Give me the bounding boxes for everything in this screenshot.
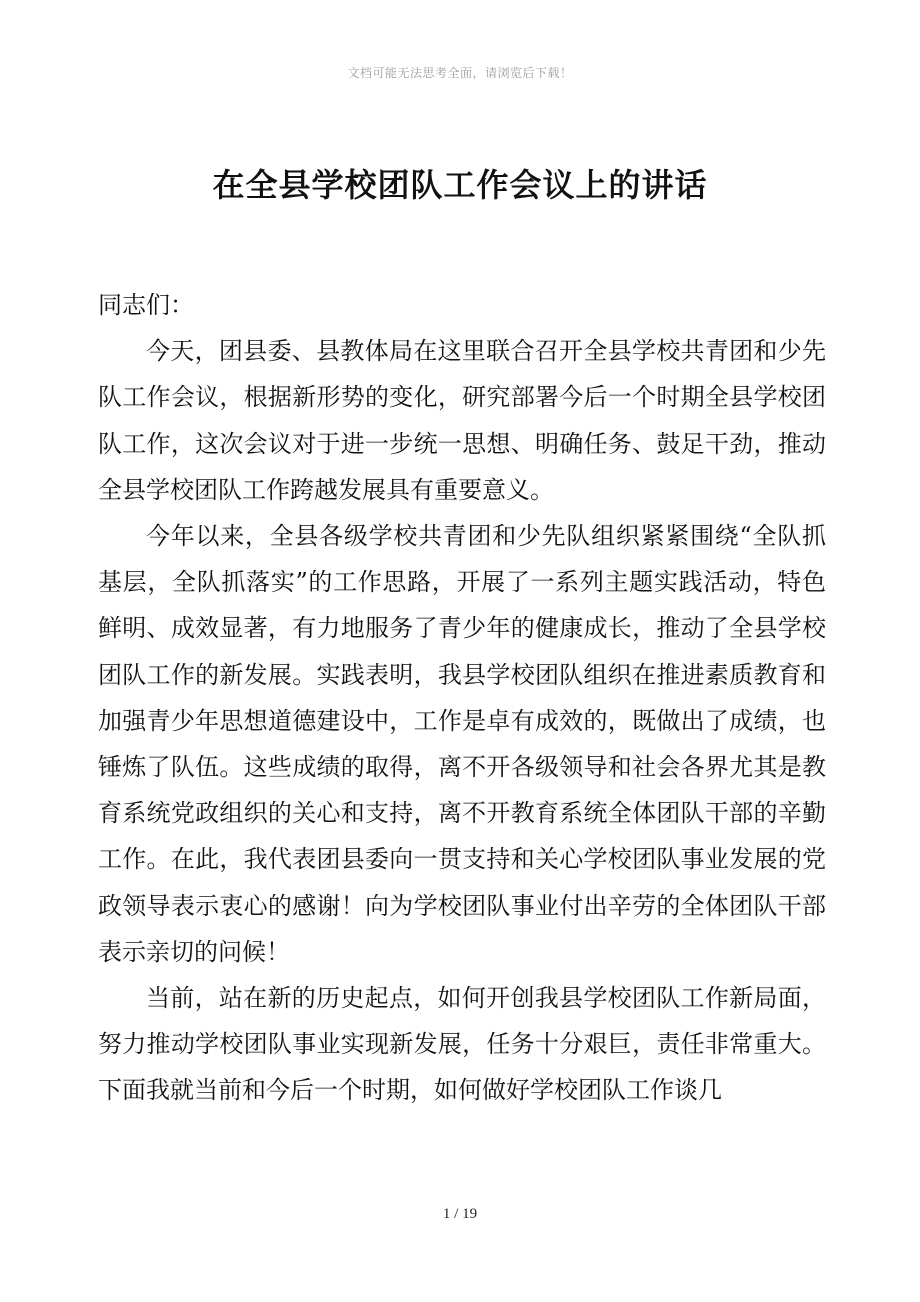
- paragraph: 当前，站在新的历史起点，如何开创我县学校团队工作新局面，努力推动学校团队事业实现新发展，任务十分艰巨，责任非常重大。下面我就当前和今后一个时期，如何做好学校团队工作谈几: [98, 984, 826, 1105]
- paragraph: 今年以来，全县各级学校共青团和少先队组织紧紧围绕“全队抓基层，全队抓落实”的工作思路，开展了一系列主题实践活动，特色鲜明、成效显著，有力地服务了青少年的健康成长，推动了全县学校团队工作的新发展。实践表明，我县学校团队组织在推进素质教育和加强青少年思想道德建设中，工作是卓有成效的，既做出了成绩，也锤炼了队伍。这些成绩的取得，离不开各级领导和社会各界尤其是教育系统党政组织的关心和支持，离不开教育系统全体团队干部的辛勤工作。在此，我代表团县委向一贯支持和关心学校团队事业发展的党政领导表示衷心的感谢！向为学校团队事业付出辛劳的全体团队干部表示亲切的问候！: [98, 522, 826, 966]
- document-title: 在全县学校团队工作会议上的讲话: [212, 166, 708, 204]
- document-body: [98, 282, 826, 1114]
- salutation: 同志们：: [98, 291, 194, 319]
- paragraph: 今天，团县委、县教体局在这里联合召开全县学校共青团和少先队工作会议，根据新形势的变化，研究部署今后一个时期全县学校团队工作，这次会议对于进一步统一思想、明确任务、鼓足干劲，推动全县学校团队工作跨越发展具有重要意义。: [98, 337, 826, 504]
- header-watermark: 文档可能无法思考全面，请浏览后下载！: [347, 66, 573, 80]
- page-number: 1 / 19: [442, 1206, 478, 1222]
